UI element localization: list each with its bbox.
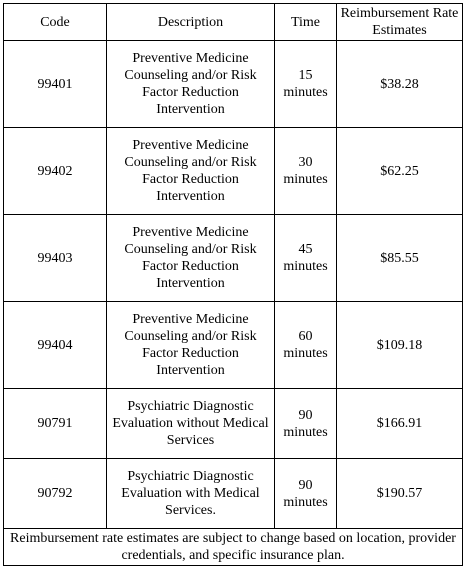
table-row — [4, 215, 463, 302]
cell-description: Psychiatric Diagnostic Evaluation without Medical Services — [107, 389, 275, 459]
cell-code: 99404 — [4, 302, 107, 389]
cell-rate: $109.18 — [337, 302, 463, 389]
cell-rate: $190.57 — [337, 459, 463, 529]
cell-time: 15 minutes — [275, 41, 337, 128]
cell-time: 90 minutes — [275, 389, 337, 459]
header-rate: Reimbursement Rate Estimates — [337, 4, 463, 41]
cell-time: 90 minutes — [275, 459, 337, 529]
table-row — [4, 128, 463, 215]
cell-rate: $166.91 — [337, 389, 463, 459]
cell-time: 60 minutes — [275, 302, 337, 389]
cell-code: 99402 — [4, 128, 107, 215]
header-code: Code — [4, 4, 107, 41]
reimbursement-table — [3, 3, 463, 566]
reimbursement-table-container — [3, 3, 463, 566]
table-row — [4, 41, 463, 128]
footnote-row — [4, 529, 463, 566]
table-row — [4, 302, 463, 389]
cell-description: Preventive Medicine Counseling and/or Risk Factor Reduction Intervention — [107, 128, 275, 215]
cell-rate: $85.55 — [337, 215, 463, 302]
cell-description: Psychiatric Diagnostic Evaluation with Medical Services. — [107, 459, 275, 529]
cell-rate: $38.28 — [337, 41, 463, 128]
table-row — [4, 389, 463, 459]
header-description: Description — [107, 4, 275, 41]
cell-description: Preventive Medicine Counseling and/or Risk Factor Reduction Intervention — [107, 41, 275, 128]
cell-code: 90792 — [4, 459, 107, 529]
cell-code: 99401 — [4, 41, 107, 128]
footnote: Reimbursement rate estimates are subject to change based on location, provider credentials, and specific insurance plan. — [4, 529, 463, 566]
cell-time: 30 minutes — [275, 128, 337, 215]
table-row — [4, 459, 463, 529]
table-header-row — [4, 4, 463, 41]
header-time: Time — [275, 4, 337, 41]
cell-code: 99403 — [4, 215, 107, 302]
cell-time: 45 minutes — [275, 215, 337, 302]
cell-code: 90791 — [4, 389, 107, 459]
cell-description: Preventive Medicine Counseling and/or Risk Factor Reduction Intervention — [107, 302, 275, 389]
cell-rate: $62.25 — [337, 128, 463, 215]
cell-description: Preventive Medicine Counseling and/or Risk Factor Reduction Intervention — [107, 215, 275, 302]
